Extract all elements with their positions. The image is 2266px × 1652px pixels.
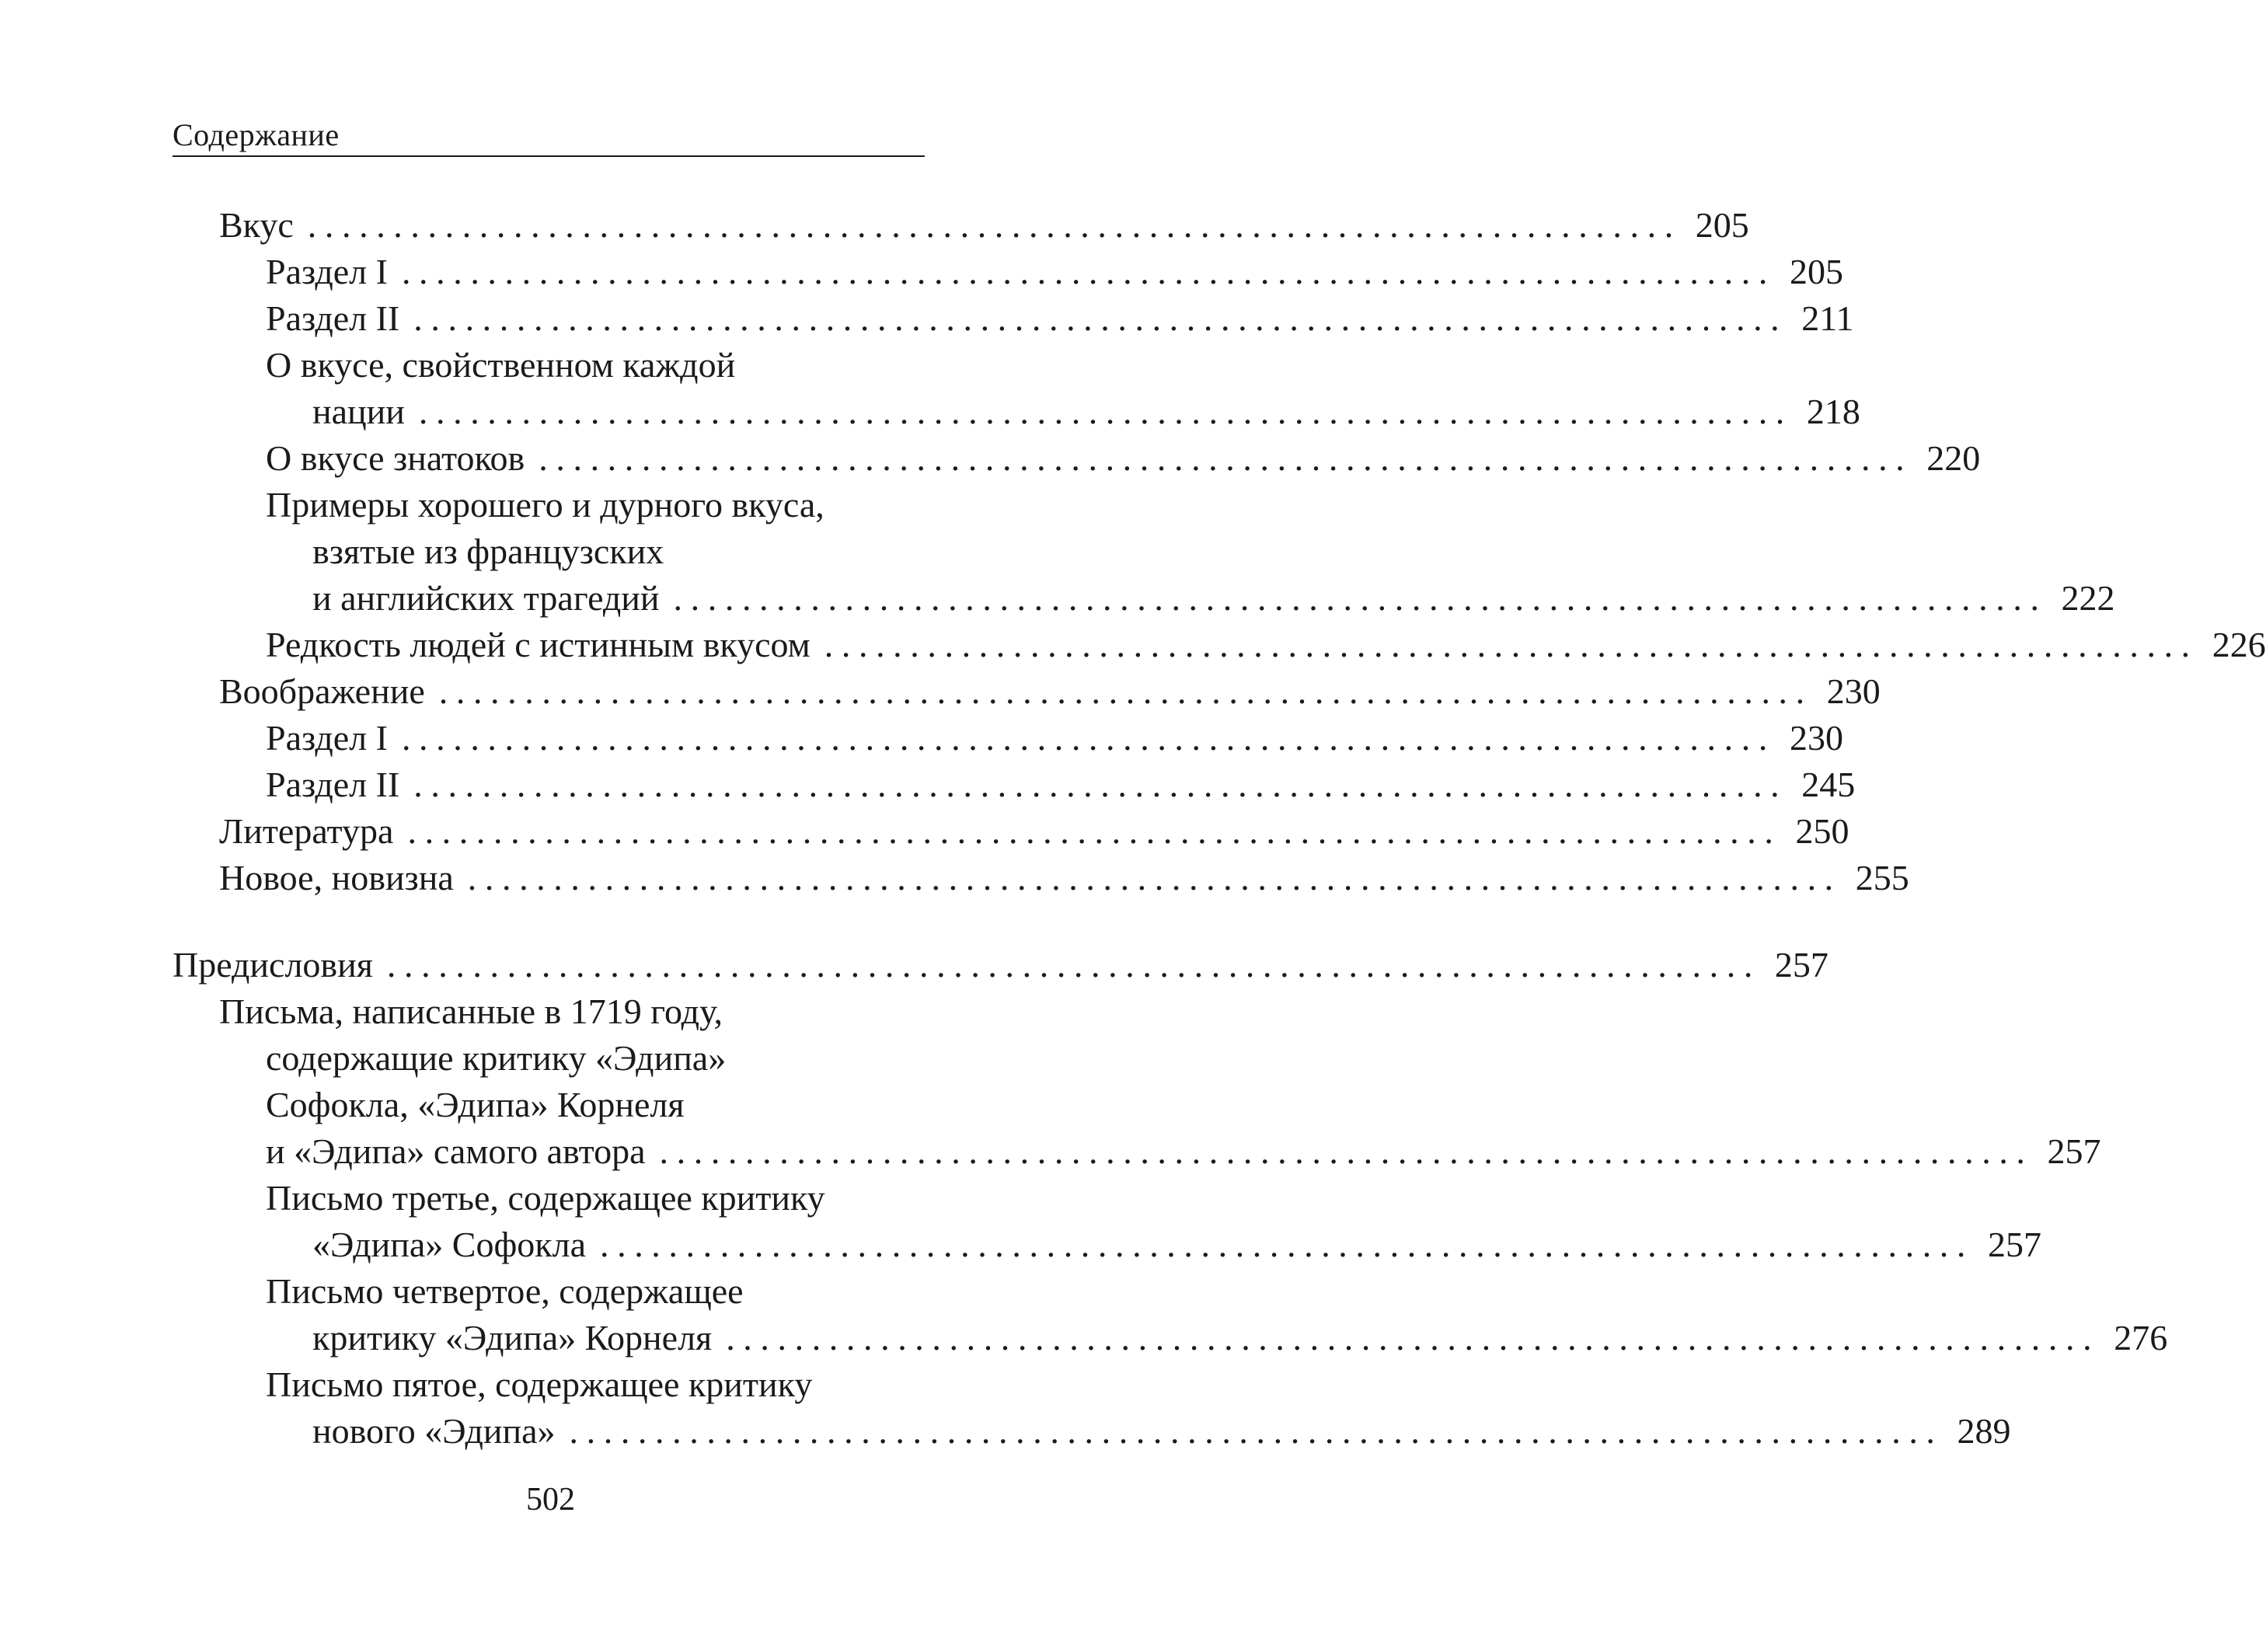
toc-entry-title: Новое, новизна <box>219 858 454 897</box>
toc-page-number: 218 <box>1806 392 1860 431</box>
toc-entry-title: и английских трагедий <box>312 578 660 618</box>
toc-page-number: 205 <box>1695 205 1749 245</box>
toc-entry-title: Раздел II <box>266 298 400 338</box>
dot-leader: ................................................................................ <box>659 1131 2034 1171</box>
toc-page-number: 257 <box>2047 1131 2101 1171</box>
toc-entry-title: Литература <box>219 811 394 851</box>
toc-page-number: 230 <box>1826 671 1881 711</box>
toc-entry[interactable] <box>312 575 2115 622</box>
toc-page-number: 257 <box>1988 1225 2041 1264</box>
toc-entry-title: «Эдипа» Софокла <box>312 1225 586 1264</box>
dot-leader: ................................................................................ <box>726 1318 2100 1357</box>
running-head: Содержание <box>173 117 340 152</box>
toc-entry[interactable] <box>266 762 1856 808</box>
dot-leader: ................................................................................ <box>824 625 2198 664</box>
toc-entry-title: нового «Эдипа» <box>312 1411 556 1451</box>
toc-entry[interactable] <box>312 1222 2041 1268</box>
toc-page-number: 220 <box>1926 438 1981 478</box>
toc-page-number: 205 <box>1789 252 1843 291</box>
toc-entry-line[interactable]: Письмо пятое, содержащее критику <box>266 1364 813 1404</box>
toc-entry[interactable] <box>312 1315 2168 1361</box>
toc-page-number: 250 <box>1795 811 1849 851</box>
toc-entry-title: Вкус <box>219 205 294 245</box>
dot-leader: ................................................................................ <box>539 438 1913 478</box>
toc-page-number: 257 <box>1774 945 1828 985</box>
dot-leader: ................................................................................ <box>413 765 1788 804</box>
toc-entry-line[interactable]: содержащие критику «Эдипа» <box>266 1038 727 1078</box>
dot-leader: ................................................................................ <box>401 252 1776 291</box>
dot-leader: ................................................................................ <box>407 811 1782 851</box>
toc-page-number: 276 <box>2114 1318 2168 1357</box>
toc-entry-title: Раздел I <box>266 252 388 291</box>
toc-page-number: 245 <box>1801 765 1856 804</box>
dot-leader: ................................................................................ <box>307 205 1682 245</box>
toc-entry-title: нации <box>312 392 405 431</box>
toc-page-number: 226 <box>2212 625 2266 664</box>
toc-entry-title: и «Эдипа» самого автора <box>266 1131 646 1171</box>
dot-leader: ................................................................................ <box>418 392 1793 431</box>
toc-entry[interactable] <box>266 249 1843 295</box>
dot-leader: ................................................................................ <box>569 1411 1944 1451</box>
toc-entry-title: Раздел I <box>266 718 388 758</box>
dot-leader: ................................................................................ <box>401 718 1776 758</box>
toc-page-number: 255 <box>1855 858 1909 897</box>
toc-entry-line[interactable]: Софокла, «Эдипа» Корнеля <box>266 1085 685 1124</box>
toc-entry[interactable] <box>266 1128 2101 1175</box>
dot-leader: ................................................................................ <box>413 298 1788 338</box>
toc-entry[interactable] <box>312 389 1860 435</box>
dot-leader: ................................................................................ <box>467 858 1842 897</box>
dot-leader: ................................................................................ <box>600 1225 1974 1264</box>
toc-entry[interactable] <box>219 855 1909 901</box>
toc-page-number: 289 <box>1957 1411 2011 1451</box>
page-number: 502 <box>526 1482 575 1518</box>
toc-entry-title: Раздел II <box>266 765 400 804</box>
toc-entry[interactable] <box>312 1408 2011 1455</box>
toc-entry[interactable] <box>266 295 1854 342</box>
toc-entry-line[interactable]: Письма, написанные в 1719 году, <box>219 992 723 1031</box>
toc-entry-title: Воображение <box>219 671 425 711</box>
toc-entry-line[interactable]: О вкусе, свойственном каждой <box>266 345 736 385</box>
toc-entry-title: Редкость людей с истинным вкусом <box>266 625 811 664</box>
dot-leader: ................................................................................ <box>673 578 2048 618</box>
toc-entry[interactable] <box>266 435 1981 482</box>
toc-entry-title: Предисловия <box>173 945 373 985</box>
toc-page-number: 211 <box>1801 298 1854 338</box>
dot-leader: ................................................................................ <box>386 945 1761 985</box>
toc-entry-line[interactable]: Примеры хорошего и дурного вкуса, <box>266 485 824 525</box>
toc-entry[interactable] <box>219 202 1749 249</box>
toc-entry[interactable] <box>173 942 1828 988</box>
toc-entry-line[interactable]: Письмо четвертое, содержащее <box>266 1271 744 1311</box>
toc-page-number: 230 <box>1789 718 1843 758</box>
toc-page-number: 222 <box>2061 578 2115 618</box>
toc-entry-line[interactable]: Письмо третье, содержащее критику <box>266 1178 825 1218</box>
toc-entry[interactable] <box>219 668 1881 715</box>
header-rule <box>173 155 925 157</box>
toc-entry[interactable] <box>219 808 1849 855</box>
toc-entry-title: О вкусе знатоков <box>266 438 525 478</box>
dot-leader: ................................................................................ <box>438 671 1813 711</box>
toc-entry[interactable] <box>266 622 2266 668</box>
toc-entry[interactable] <box>266 715 1843 762</box>
toc-entry-line[interactable]: взятые из французских <box>312 531 664 571</box>
toc-entry-title: критику «Эдипа» Корнеля <box>312 1318 713 1357</box>
